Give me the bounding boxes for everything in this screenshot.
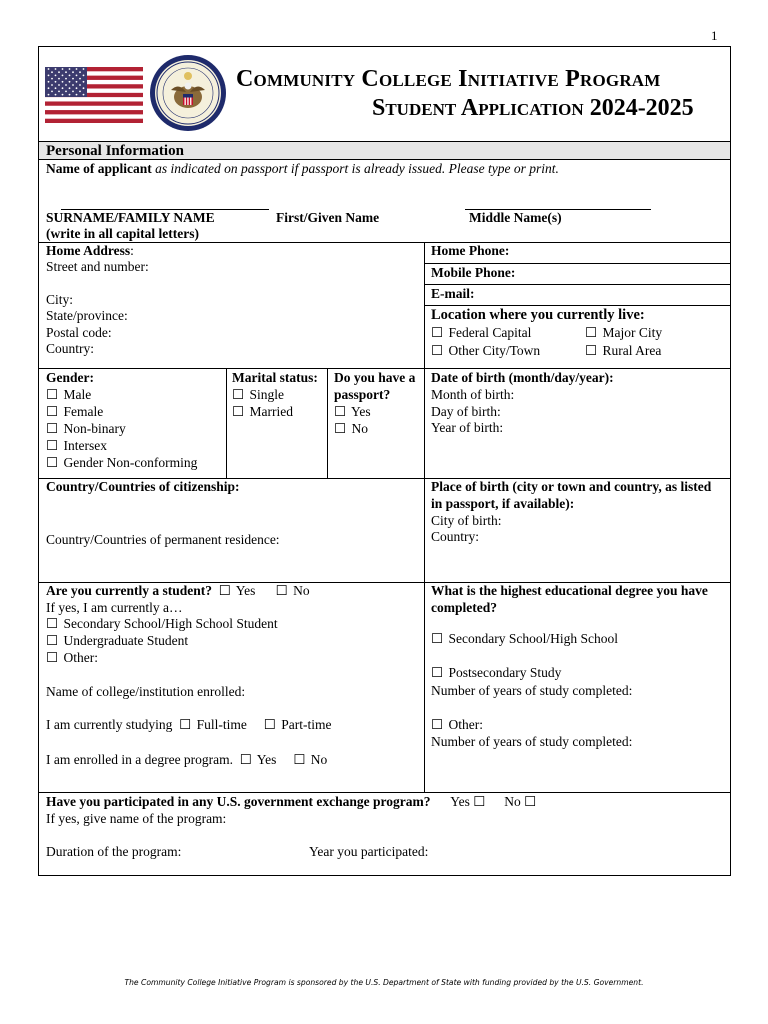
checkbox-icon[interactable]: ☐ [293, 752, 306, 767]
city-of-birth-field[interactable]: City of birth: [431, 513, 502, 528]
birthplace-label-line2: in passport, if available): [431, 496, 575, 511]
middle-name-label: Middle Name(s) [469, 210, 562, 225]
passport-label-line1: Do you have a [334, 370, 416, 385]
student-question: Are you currently a student? ☐ Yes ☐ No [46, 583, 310, 598]
location-rural-area[interactable]: ☐ Rural Area [585, 343, 662, 358]
student-secondary[interactable]: ☐ Secondary School/High School Student [46, 616, 278, 631]
application-form [38, 46, 731, 876]
surname-label: SURNAME/FAMILY NAME [46, 210, 215, 225]
checkbox-icon[interactable]: ☐ [239, 752, 252, 767]
first-name-label: First/Given Name [276, 210, 380, 225]
education-postsecondary[interactable]: ☐ Postsecondary Study [431, 665, 562, 680]
checkbox-icon[interactable]: ☐ [275, 583, 288, 598]
us-department-of-state-seal-icon [149, 54, 227, 132]
exchange-year-field[interactable]: Year you participated: [309, 844, 429, 859]
checkbox-icon[interactable]: ☐ [46, 387, 59, 402]
checkbox-icon[interactable]: ☐ [232, 387, 245, 402]
name-label: Name of applicant [46, 161, 152, 176]
checkbox-icon[interactable]: ☐ [334, 404, 347, 419]
marital-label: Marital status: [232, 370, 318, 385]
checkbox-icon[interactable]: ☐ [431, 665, 444, 680]
birthplace-label-line1: Place of birth (city or town and country, as listed [431, 479, 712, 494]
institution-field[interactable]: Name of college/institution enrolled: [46, 684, 246, 699]
marital-married[interactable]: ☐ Married [232, 404, 293, 419]
application-title-text: Student Application [372, 95, 584, 121]
student-undergraduate[interactable]: ☐ Undergraduate Student [46, 633, 189, 648]
student-if-yes: If yes, I am currently a… [46, 600, 183, 615]
checkbox-icon[interactable]: ☐ [46, 438, 59, 453]
gender-intersex[interactable]: ☐ Intersex [46, 438, 107, 453]
dob-label: Date of birth (month/day/year): [431, 370, 614, 385]
education-secondary[interactable]: ☐ Secondary School/High School [431, 631, 618, 646]
gender-non-binary[interactable]: ☐ Non-binary [46, 421, 126, 436]
education-label-line1: What is the highest educational degree you have [431, 583, 708, 598]
state-field[interactable]: State/province: [46, 308, 128, 323]
application-year: 2024-2025 [589, 95, 694, 121]
gender-male[interactable]: ☐ Male [46, 387, 92, 402]
section-header [39, 141, 730, 160]
dob-month-field[interactable]: Month of birth: [431, 387, 515, 402]
checkbox-icon[interactable]: ☐ [334, 421, 347, 436]
page-number: 1 [711, 28, 718, 43]
checkbox-icon[interactable]: ☐ [431, 717, 444, 732]
name-instruction [46, 161, 559, 178]
country-field[interactable]: Country: [46, 341, 95, 356]
checkbox-icon[interactable]: ☐ [179, 717, 192, 732]
checkbox-icon[interactable]: ☐ [218, 583, 231, 598]
checkbox-icon[interactable]: ☐ [431, 325, 444, 340]
home-phone-field[interactable]: Home Phone: [431, 243, 510, 258]
study-mode: I am currently studying ☐ Full-time ☐ Part-time [46, 717, 332, 732]
checkbox-icon[interactable]: ☐ [46, 421, 59, 436]
name-instruction-text: as indicated on passport if passport is already issued. Please type or print. [151, 161, 559, 176]
passport-label-line2: passport? [334, 387, 391, 402]
checkbox-icon[interactable]: ☐ [585, 343, 598, 358]
home-address-label: Home Address: [46, 243, 134, 258]
education-label-line2: completed? [431, 600, 497, 615]
us-flag-icon [45, 67, 143, 123]
location-federal-capital[interactable]: ☐ Federal Capital [431, 325, 532, 340]
email-field[interactable]: E-mail: [431, 286, 475, 301]
checkbox-icon[interactable]: ☐ [431, 631, 444, 646]
checkbox-icon[interactable]: ☐ [585, 325, 598, 340]
checkbox-icon[interactable]: ☐ [263, 717, 276, 732]
checkbox-icon[interactable]: ☐ [431, 343, 444, 358]
street-field[interactable]: Street and number: [46, 259, 149, 274]
footer-note: The Community College Initiative Program is sponsored by the U.S. Department of State with funding provided by the U.S. Government. [124, 978, 644, 987]
passport-no[interactable]: ☐ No [334, 421, 368, 436]
exchange-duration-field[interactable]: Duration of the program: [46, 844, 182, 859]
checkbox-icon[interactable]: ☐ [46, 650, 59, 665]
gender-female[interactable]: ☐ Female [46, 404, 104, 419]
location-other-city[interactable]: ☐ Other City/Town [431, 343, 541, 358]
checkbox-icon[interactable]: ☐ [46, 404, 59, 419]
education-years-field-1[interactable]: Number of years of study completed: [431, 683, 633, 698]
checkbox-icon[interactable]: ☐ [46, 455, 59, 470]
location-label: Location where you currently live: [431, 307, 645, 323]
mobile-phone-field[interactable]: Mobile Phone: [431, 265, 516, 280]
surname-note: (write in all capital letters) [46, 226, 199, 241]
dob-year-field[interactable]: Year of birth: [431, 420, 504, 435]
exchange-program-name-field[interactable]: If yes, give name of the program: [46, 811, 227, 826]
checkbox-icon[interactable]: ☐ [232, 404, 245, 419]
checkbox-icon[interactable]: ☐ [46, 616, 59, 631]
degree-program: I am enrolled in a degree program. ☐ Yes ☐ No [46, 752, 328, 767]
checkbox-icon[interactable]: ☐ [46, 633, 59, 648]
education-other[interactable]: ☐ Other: [431, 717, 483, 732]
city-field[interactable]: City: [46, 292, 74, 307]
student-other[interactable]: ☐ Other: [46, 650, 98, 665]
passport-yes[interactable]: ☐ Yes [334, 404, 371, 419]
gender-label: Gender: [46, 370, 94, 385]
country-of-birth-field[interactable]: Country: [431, 529, 480, 544]
postal-code-field[interactable]: Postal code: [46, 325, 112, 340]
gender-non-conforming[interactable]: ☐ Gender Non-conforming [46, 455, 198, 470]
checkbox-icon[interactable]: ☐ [473, 794, 486, 809]
education-years-field-2[interactable]: Number of years of study completed: [431, 734, 633, 749]
citizenship-label: Country/Countries of citizenship: [46, 479, 240, 494]
section-title: Personal Information [46, 143, 184, 159]
checkbox-icon[interactable]: ☐ [524, 794, 537, 809]
exchange-question: Have you participated in any U.S. government exchange program? Yes ☐ No ☐ [46, 794, 537, 809]
residence-field[interactable]: Country/Countries of permanent residence: [46, 532, 280, 547]
location-major-city[interactable]: ☐ Major City [585, 325, 663, 340]
marital-single[interactable]: ☐ Single [232, 387, 284, 402]
program-title: Community College Initiative Program [236, 66, 661, 92]
dob-day-field[interactable]: Day of birth: [431, 404, 501, 419]
application-title [372, 94, 694, 122]
